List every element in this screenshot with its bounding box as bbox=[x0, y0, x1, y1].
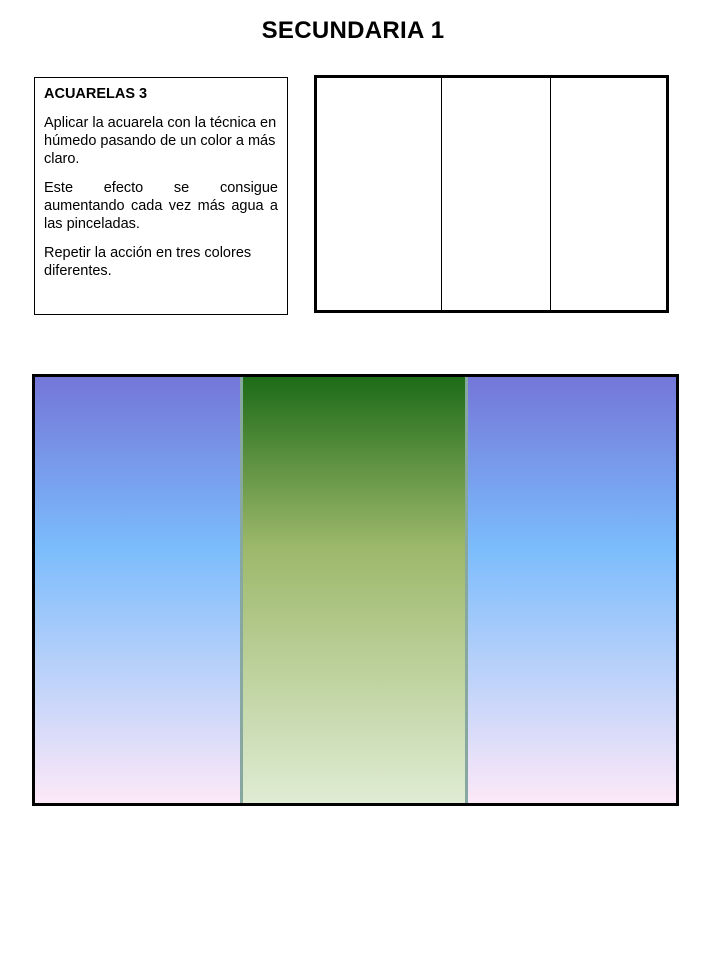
instructions-paragraph-technique: Aplicar la acuarela con la técnica en húmedo pasando de un color a más claro. bbox=[44, 115, 277, 167]
gradient-swatch-green bbox=[243, 377, 465, 803]
instructions-box bbox=[34, 77, 288, 315]
gradient-swatch-blue-left bbox=[35, 377, 240, 803]
page-title: SECUNDARIA 1 bbox=[261, 17, 445, 44]
exercise-grid bbox=[314, 75, 669, 313]
exercise-cell-3 bbox=[550, 78, 666, 310]
instructions-heading: ACUARELAS 3 bbox=[44, 86, 148, 102]
exercise-cell-2 bbox=[441, 78, 550, 310]
instructions-paragraph-effect: Este efecto se consigue aumentando cada vez más agua a las pinceladas. bbox=[44, 180, 278, 232]
instructions-paragraph-repeat: Repetir la acción en tres colores diferentes. bbox=[44, 245, 252, 279]
gradient-swatch-blue-right bbox=[468, 377, 676, 803]
example-swatch-panel bbox=[32, 374, 679, 806]
exercise-cell-1 bbox=[317, 78, 441, 310]
